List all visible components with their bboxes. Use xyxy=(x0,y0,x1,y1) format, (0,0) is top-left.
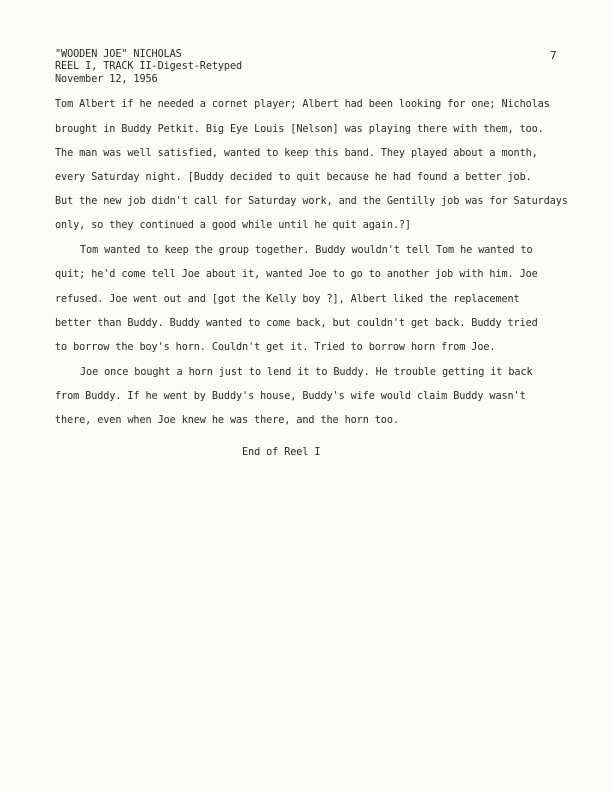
text-line: only, so they continued a good while until he quit again.?] xyxy=(55,220,411,231)
text-line: from Buddy. If he went by Buddy's house, Buddy's wife would claim Buddy wasn't xyxy=(55,391,526,402)
text-line: But the new job didn't call for Saturday work, and the Gentilly job was for Saturdays xyxy=(55,196,568,207)
text-line: Tom wanted to keep the group together. Buddy wouldn't tell Tom he wanted to xyxy=(80,245,533,256)
text-line: quit; he'd come tell Joe about it, wanted Joe to go to another job with him. Joe xyxy=(55,269,538,280)
interviewee-name: "WOODEN JOE" NICHOLAS xyxy=(55,49,182,60)
text-line: every Saturday night. [Buddy decided to quit because he had found a better job. xyxy=(55,172,532,183)
text-line: there, even when Joe knew he was there, and the horn too. xyxy=(55,415,399,426)
text-line: brought in Buddy Petkit. Big Eye Louis [Nelson] was playing there with them, too. xyxy=(55,124,544,135)
text-line: Tom Albert if he needed a cornet player; Albert had been looking for one; Nicholas xyxy=(55,99,550,110)
end-of-reel-note: End of Reel I xyxy=(242,447,321,458)
text-line: Joe once bought a horn just to lend it to Buddy. He trouble getting it back xyxy=(80,367,533,378)
text-line: better than Buddy. Buddy wanted to come back, but couldn't get back. Buddy tried xyxy=(55,318,538,329)
text-line: to borrow the boy's horn. Couldn't get it. Tried to borrow horn from Joe. xyxy=(55,342,496,353)
interview-date: November 12, 1956 xyxy=(55,74,158,85)
text-line: The man was well satisfied, wanted to keep this band. They played about a month, xyxy=(55,148,538,159)
page-number: 7 xyxy=(550,49,557,62)
reel-track-label: REEL I, TRACK II-Digest-Retyped xyxy=(55,61,243,72)
text-line: refused. Joe went out and [got the Kelly boy ?], Albert liked the replacement xyxy=(55,294,520,305)
